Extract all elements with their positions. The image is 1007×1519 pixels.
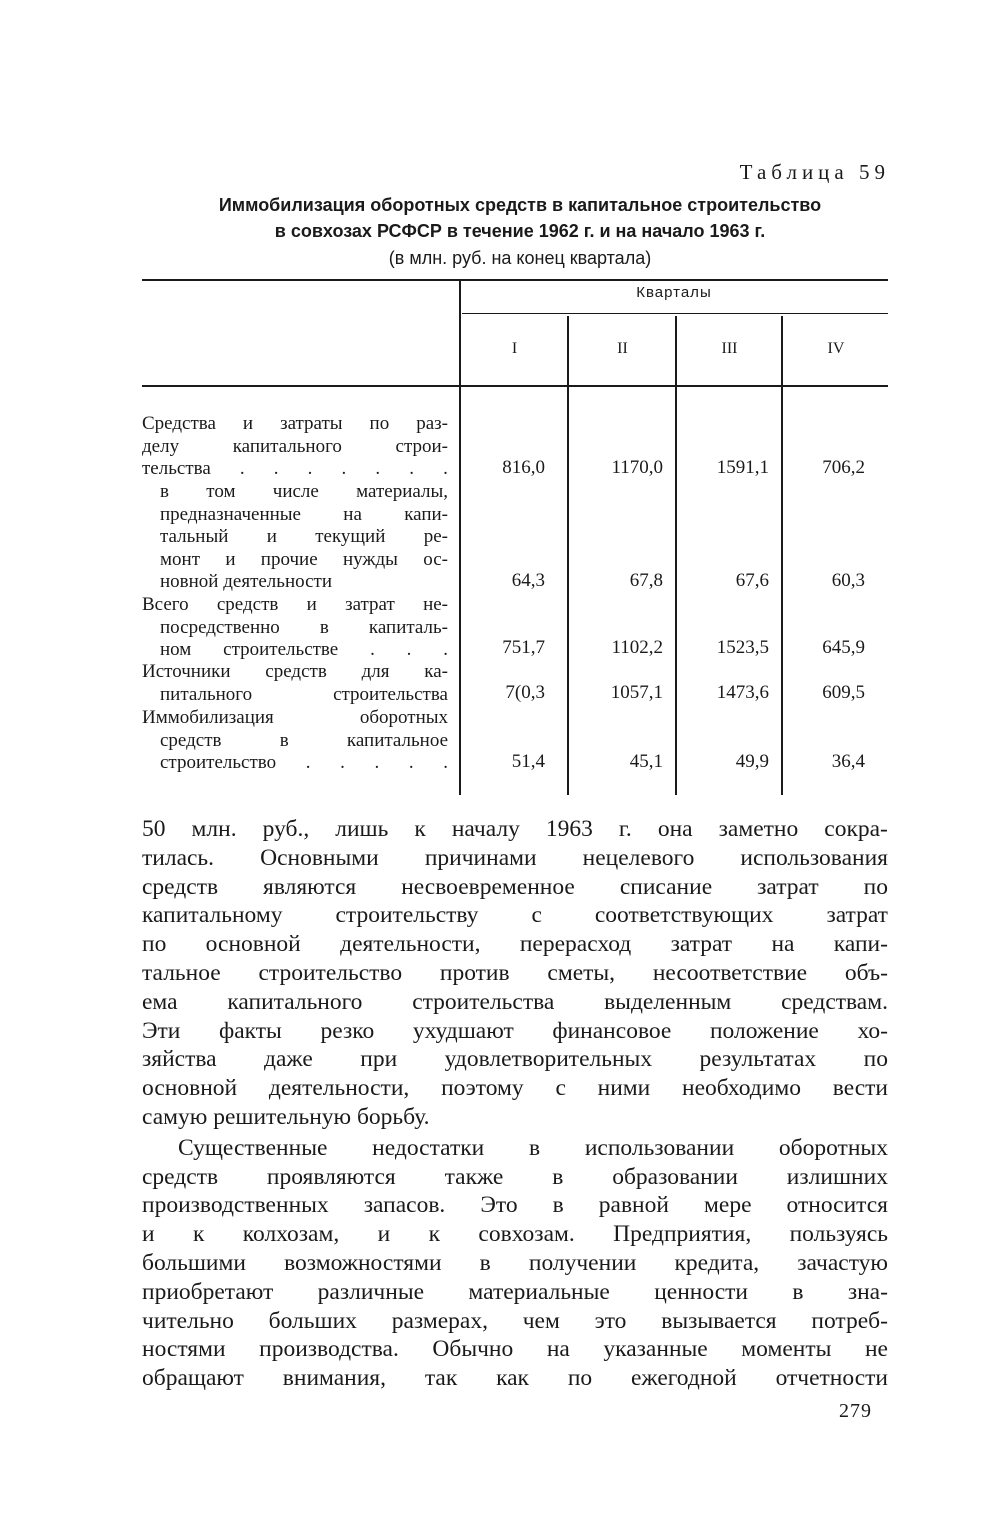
word: ном [160,639,192,660]
label-line [142,436,448,459]
word: отчетности [775,1365,888,1392]
word: получении [528,1249,637,1276]
word: и [266,526,277,547]
word: . [340,752,345,773]
word: нужды [342,548,398,570]
table-cell: 751,7 [502,637,545,658]
word: питального [160,683,253,705]
word: 50 [142,816,166,842]
text-line [142,901,888,930]
word: средствам. [781,988,888,1015]
word: на [771,931,795,958]
word: г. [618,816,632,842]
column-header: II [617,340,628,357]
word: соответствующих [594,902,774,929]
word: на [343,503,362,525]
word: Всего [142,594,189,615]
word: сметы, [547,959,616,986]
word: несоответствие [652,959,808,986]
word: перерасход [519,931,632,958]
word: строительства [333,683,448,705]
word: капи- [833,931,888,958]
word: в [792,1278,804,1305]
table-header-group-rule [462,313,888,314]
word: и [242,413,254,434]
text-line [142,1045,888,1074]
table-top-rule [142,279,888,281]
word: мере [704,1192,752,1219]
text-line [142,1220,888,1249]
word: излишних [786,1163,888,1190]
word: в [319,616,329,638]
word: относится [786,1192,888,1219]
word: капитального [232,435,342,457]
word: по [369,413,390,434]
word: различные [317,1278,425,1305]
word: тилась. [142,844,215,871]
table-cell: 706,2 [822,457,865,478]
word: Предприятия, [613,1221,752,1248]
label-line [142,639,448,662]
word: поэтому [441,1075,524,1102]
word: средств [160,729,222,751]
text-line [142,1134,888,1163]
word: ка- [424,661,448,682]
word: не [864,1336,888,1363]
table-row-label [160,481,448,594]
table-cell: 1170,0 [611,457,663,478]
text-line [142,1017,888,1046]
word: чем [522,1307,560,1334]
word: руб., [262,816,310,842]
table-cell: 1102,2 [611,637,663,658]
word: . [409,458,415,479]
table-cell: 67,6 [735,570,769,591]
table-cell: 67,8 [629,570,663,591]
word: при [360,1046,398,1073]
word: ценности [654,1278,748,1305]
word: и [142,1221,155,1248]
table-row-label [142,594,448,662]
word: предназначенные [160,503,301,525]
word: . [273,458,279,479]
word: затрат [345,594,395,615]
label-line [142,594,448,617]
word: . [375,458,381,479]
column-header: III [721,340,738,357]
word: . [341,458,347,479]
word: тальный [160,526,229,547]
table-cell: 64,3 [511,570,545,591]
word: . [408,752,414,773]
word: затрат [670,931,733,958]
word: ними [597,1075,651,1102]
word: ухудшают [412,1017,514,1044]
word: ежегодной [630,1365,737,1392]
word: больших [268,1307,357,1334]
word: . [370,639,375,660]
word: капитального [227,988,363,1015]
text-line [142,1335,888,1364]
word: деятельности, [268,1075,410,1102]
table-header-bottom-rule [142,385,888,387]
word: . [406,639,412,660]
word: образовании [612,1163,738,1190]
text-line: самую решительную борьбу. [142,1103,430,1130]
word: причинами [424,844,537,871]
word: нецелевого [582,844,695,871]
word: основной [142,1075,238,1102]
word: с [531,902,542,929]
word: в [479,1249,491,1276]
word: кредита, [674,1249,760,1276]
word: числе [272,481,319,502]
word: приобретают [142,1278,274,1305]
word: материальные [468,1278,610,1305]
word: в [279,729,289,751]
word: удовлетворительных [444,1046,653,1073]
word: капиталь- [368,616,448,638]
word: средств [142,873,219,900]
word: затраты [280,413,343,434]
table-cell: 1057,1 [610,682,663,703]
text-line [142,930,888,959]
word: раз- [416,413,448,434]
column-header: I [511,340,518,357]
table-column-divider [459,281,461,795]
text-line [142,1278,888,1307]
word: зачастую [797,1249,888,1276]
label-line [142,458,448,481]
word: тельства [142,458,211,479]
word: недостатки [372,1134,485,1161]
word: потреб- [811,1307,888,1334]
word: и [377,1221,391,1248]
word: по [142,931,167,958]
table-column-divider [567,316,569,795]
label-line [142,730,448,753]
word: в [160,481,169,502]
word: ре- [423,526,448,547]
text-line [142,1191,888,1220]
label-line: новной деятельности [160,571,332,592]
table-column-divider [781,316,783,795]
body-text [142,815,888,1393]
table-cell: 49,9 [735,751,769,772]
word: также [444,1163,504,1190]
paragraph [142,1134,888,1393]
label-line [160,526,448,549]
word: . [305,752,311,773]
word: использовании [584,1134,735,1161]
label-line [160,481,448,504]
word: оборотных [778,1134,888,1161]
text-line [142,959,888,988]
word: Средства [142,413,216,434]
label-line [142,752,448,775]
word: строительство [258,959,403,986]
word: так [424,1365,458,1392]
word: . [443,639,448,660]
word: необходимо [682,1075,801,1102]
word: несвоевременное [401,873,575,900]
word: Существенные [178,1134,328,1161]
word: строительстве [223,639,339,660]
word: указанные [603,1336,708,1363]
word: с [555,1075,566,1102]
text-line [142,988,888,1017]
word: . [443,752,448,773]
word: финансовое [552,1017,672,1044]
word: . [443,458,448,479]
table-units: (в млн. руб. на конец квартала) [388,248,652,268]
word: пользуясь [789,1221,888,1248]
word: средств [265,661,327,682]
column-header: IV [827,340,845,357]
word: проявляются [266,1163,396,1190]
word: Источники [142,661,231,682]
paragraph [142,815,888,1132]
word: 1963 [545,816,593,842]
table-cell: 51,4 [511,751,545,772]
word: в [528,1134,541,1161]
word: посредственно [160,616,280,638]
word: материалы, [356,481,448,502]
text-line [142,815,888,844]
word: по [863,873,888,900]
table-cell: 645,9 [822,637,865,658]
table-title-line: Иммобилизация оборотных средств в капитальное строительство [218,195,822,215]
word: Иммобилизация [142,707,274,728]
word: текущий [315,526,386,547]
word: капитальное [346,729,448,751]
text-line [142,1163,888,1192]
table-title [130,192,910,244]
table-header-group: Кварталы [636,284,712,301]
word: против [439,959,510,986]
word: строительство [160,752,277,773]
word: размерах, [391,1307,488,1334]
word: ема [142,988,178,1015]
word: зяйства [142,1046,217,1073]
word: факты [219,1017,282,1044]
word: это [594,1307,627,1334]
table-title-line: в совхозах РСФСР в течение 1962 г. и на начало 1963 г. [274,221,766,241]
word: Обычно [432,1336,514,1363]
word: резко [320,1017,375,1044]
word: к [192,1221,205,1248]
word: лишь [335,816,389,842]
word: средств [216,594,279,615]
word: хо- [857,1017,888,1044]
word: прочие [260,548,318,570]
word: колхозам, [242,1221,340,1248]
label-line [142,661,448,684]
label-line [142,707,448,730]
word: и [225,548,236,570]
word: деятельности, [340,931,481,958]
word: списание [619,873,713,900]
table-cell: 7(0,3 [505,682,545,703]
word: совхозам. [478,1221,575,1248]
word: строительству [335,902,479,929]
word: в [552,1192,564,1219]
word: капитальному [142,902,283,929]
label-line [142,617,448,640]
word: внимания, [282,1365,386,1392]
text-line [142,1364,888,1393]
word: оборотных [359,707,448,728]
table-number: Таблица 59 [739,160,890,184]
word: монт [160,548,200,570]
word: ос- [423,548,448,570]
word: ностями [142,1336,226,1363]
word: затрат [826,902,888,929]
word: результатах [699,1046,817,1073]
word: Эти [142,1017,181,1044]
word: использования [740,844,888,871]
word: выделенным [604,988,732,1015]
table-cell: 816,0 [502,457,545,478]
table-cell: 60,3 [831,570,865,591]
word: возможностями [284,1249,442,1276]
word: и [306,594,317,615]
page-number: 279 [839,1400,872,1422]
word: как [496,1365,529,1392]
word: по [567,1365,593,1392]
word: основной [205,931,301,958]
word: производства. [259,1336,399,1363]
word: сокра- [824,816,888,842]
word: положение [709,1017,819,1044]
word: Основными [260,844,379,871]
word: . [307,458,313,479]
word: даже [264,1046,313,1073]
word: к [414,816,426,842]
word: она [657,816,693,842]
word: объ- [844,959,888,986]
word: строительства [412,988,555,1015]
word: капи- [404,503,448,525]
word: в [552,1163,564,1190]
table-cell: 36,4 [831,751,865,772]
word: млн. [191,816,237,842]
text-line [142,1074,888,1103]
word: для [361,661,390,682]
label-line [142,413,448,436]
word: не- [423,594,448,615]
word: средств [142,1163,219,1190]
word: строи- [395,435,448,457]
word: моменты [741,1336,832,1363]
word: затрат [757,873,819,900]
text-line [142,844,888,873]
word: производственных [142,1192,329,1219]
word: вызывается [661,1307,777,1334]
table-row-label [142,661,448,706]
word: заметно [718,816,799,842]
label-line [160,504,448,527]
table-row-label [142,707,448,775]
table-cell: 1523,5 [716,637,769,658]
word: обращают [142,1365,244,1392]
word: Это [480,1192,518,1219]
word: зна- [847,1278,888,1305]
word: запасов. [363,1192,446,1219]
word: равной [598,1192,669,1219]
word: вести [832,1075,888,1102]
word: по [863,1046,888,1073]
word: чительно [142,1307,234,1334]
table-cell: 1473,6 [716,682,769,703]
text-line [142,1249,888,1278]
word: на [546,1336,570,1363]
word: тальное [142,959,221,986]
label-line [142,684,448,707]
word: большими [142,1249,246,1276]
word: являются [263,873,357,900]
table-cell: 1591,1 [716,457,769,478]
table-cell: 45,1 [629,751,663,772]
table-row-label [142,413,448,481]
table-column-divider [675,316,677,795]
text-line [142,1307,888,1336]
table-cell: 609,5 [822,682,865,703]
word: началу [451,816,520,842]
word: том [206,481,236,502]
word: . [374,752,380,773]
word: к [428,1221,441,1248]
word: . [239,458,245,479]
text-line [142,873,888,902]
word: делу [142,435,180,457]
label-line [160,549,448,572]
